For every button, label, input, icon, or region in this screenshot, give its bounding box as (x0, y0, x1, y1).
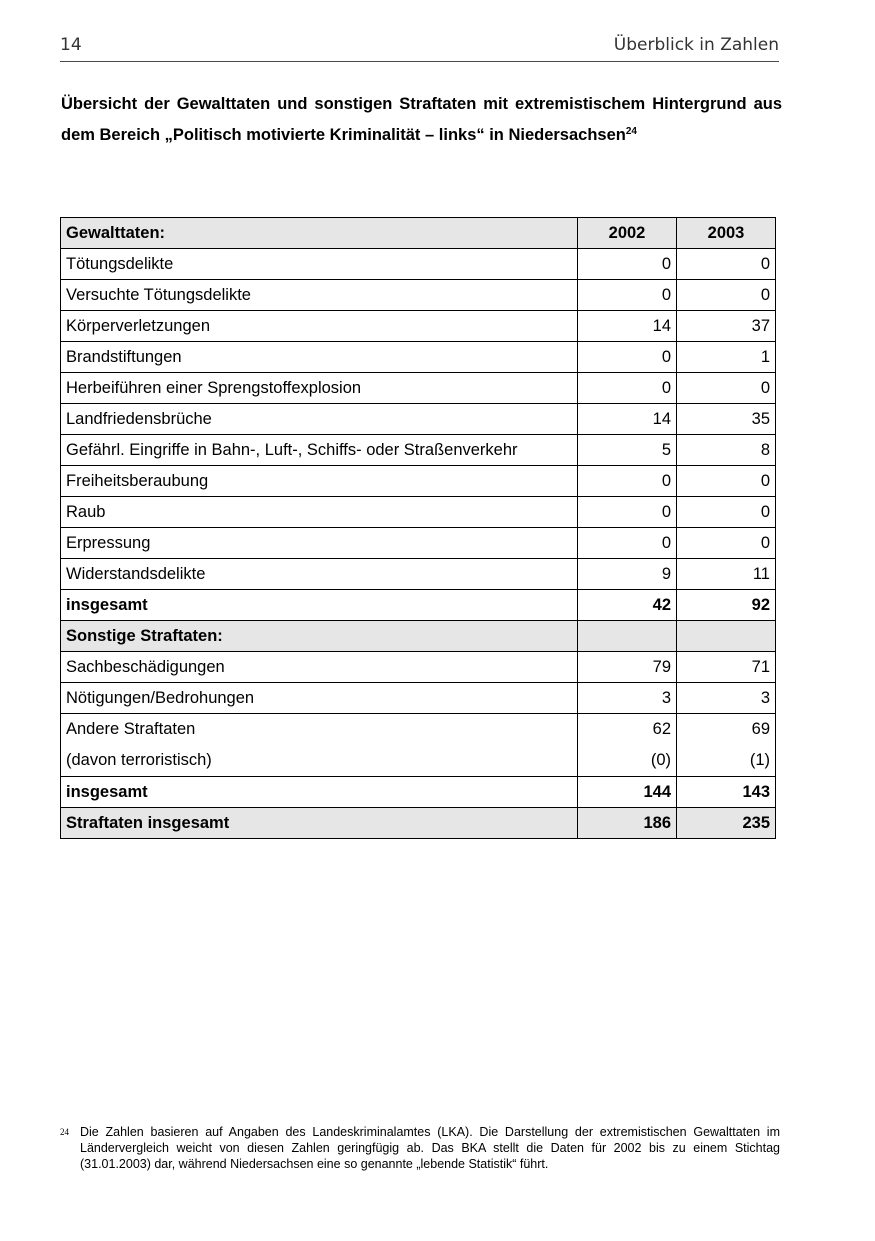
row-label: Körperverletzungen (61, 311, 578, 342)
footnote (60, 1124, 780, 1172)
value-2002: 0 (578, 373, 677, 404)
table-row (61, 311, 776, 342)
column-header-2003: 2003 (677, 218, 776, 249)
value-2003: 1 (677, 342, 776, 373)
value-2003: 143 (677, 777, 776, 808)
value-2003: 71 (677, 652, 776, 683)
page-header (60, 33, 779, 62)
value-2002: 0 (578, 528, 677, 559)
sub-value-2002: (0) (650, 751, 671, 769)
other-crimes-header: Sonstige Straftaten: (61, 621, 578, 652)
violent-crimes-header: Gewalttaten: (61, 218, 578, 249)
value-2002: 3 (578, 683, 677, 714)
value-2002: 0 (578, 249, 677, 280)
page-number: 14 (60, 35, 82, 55)
value-2003: 69 (751, 720, 770, 738)
table-row (61, 342, 776, 373)
table-row (61, 528, 776, 559)
value-2003-cell (677, 714, 776, 777)
sub-value-2003: (1) (749, 751, 770, 769)
value-2003: 0 (677, 249, 776, 280)
row-label: Tötungsdelikte (61, 249, 578, 280)
row-label: Brandstiftungen (61, 342, 578, 373)
row-label-cell (61, 714, 578, 777)
grand-total-row (61, 808, 776, 839)
row-label: Versuchte Tötungsdelikte (61, 280, 578, 311)
value-2003: 11 (677, 559, 776, 590)
value-2003: 3 (677, 683, 776, 714)
value-2002: 42 (578, 590, 677, 621)
row-label: Straftaten insgesamt (61, 808, 578, 839)
table-row (61, 683, 776, 714)
table-row (61, 404, 776, 435)
row-label: Nötigungen/Bedrohungen (61, 683, 578, 714)
row-label: insgesamt (61, 590, 578, 621)
table-row (61, 435, 776, 466)
violent-total-row (61, 590, 776, 621)
value-2003: 0 (677, 466, 776, 497)
value-2003: 8 (677, 435, 776, 466)
row-label: Raub (61, 497, 578, 528)
value-2002: 5 (578, 435, 677, 466)
section-heading (61, 89, 782, 151)
row-label: Herbeiführen einer Sprengstoffexplosion (61, 373, 578, 404)
footnote-reference[interactable]: 24 (625, 126, 637, 137)
value-2003: 0 (677, 373, 776, 404)
table-row (61, 466, 776, 497)
value-2003: 235 (677, 808, 776, 839)
value-2003: 92 (677, 590, 776, 621)
value-2003: 35 (677, 404, 776, 435)
value-2002-cell (578, 714, 677, 777)
value-2002: 62 (652, 720, 671, 738)
heading-text: Übersicht der Gewalttaten und sonstigen Straftaten mit extremistischem Hintergrund aus dem Bereich „Politisch motivierte Kriminalität – links“ in Niedersachsen (61, 95, 782, 144)
statistics-table (60, 217, 776, 839)
row-sub-label: (davon terroristisch) (66, 751, 212, 769)
table-row (61, 497, 776, 528)
other-crimes-row (61, 714, 776, 777)
row-label: Landfriedensbrüche (61, 404, 578, 435)
column-header-2002: 2002 (578, 218, 677, 249)
table-row (61, 280, 776, 311)
value-2002: 14 (578, 404, 677, 435)
other-total-row (61, 777, 776, 808)
value-2002: 0 (578, 466, 677, 497)
row-label: Widerstandsdelikte (61, 559, 578, 590)
empty-cell (578, 621, 677, 652)
footnote-text: Die Zahlen basieren auf Angaben des Landeskriminalamtes (LKA). Die Darstellung der extremistischen Gewalttaten im Ländervergleich weicht von diesen Zahlen geringfügig ab. Das BKA stellt die Daten für 2002 bis zu einem Stichtag (31.01.2003) dar, während Niedersachsen eine so genannte „lebende Statistik“ führt. (80, 1125, 780, 1171)
value-2002: 144 (578, 777, 677, 808)
footnote-marker: 24 (60, 1127, 69, 1137)
table-row (61, 373, 776, 404)
other-crimes-header-row (61, 621, 776, 652)
row-label: Erpressung (61, 528, 578, 559)
row-label: Freiheitsberaubung (61, 466, 578, 497)
row-label: insgesamt (61, 777, 578, 808)
row-label: Andere Straftaten (66, 720, 196, 738)
table-row (61, 249, 776, 280)
table-row (61, 652, 776, 683)
value-2002: 0 (578, 342, 677, 373)
table-header-row (61, 218, 776, 249)
value-2003: 0 (677, 280, 776, 311)
value-2002: 14 (578, 311, 677, 342)
value-2002: 0 (578, 280, 677, 311)
value-2003: 0 (677, 497, 776, 528)
value-2002: 79 (578, 652, 677, 683)
value-2003: 37 (677, 311, 776, 342)
row-label: Gefährl. Eingriffe in Bahn-, Luft-, Schiffs- oder Straßenverkehr (61, 435, 578, 466)
row-label: Sachbeschädigungen (61, 652, 578, 683)
table-row (61, 559, 776, 590)
value-2002: 186 (578, 808, 677, 839)
running-title: Überblick in Zahlen (613, 35, 779, 55)
empty-cell (677, 621, 776, 652)
value-2003: 0 (677, 528, 776, 559)
value-2002: 9 (578, 559, 677, 590)
value-2002: 0 (578, 497, 677, 528)
